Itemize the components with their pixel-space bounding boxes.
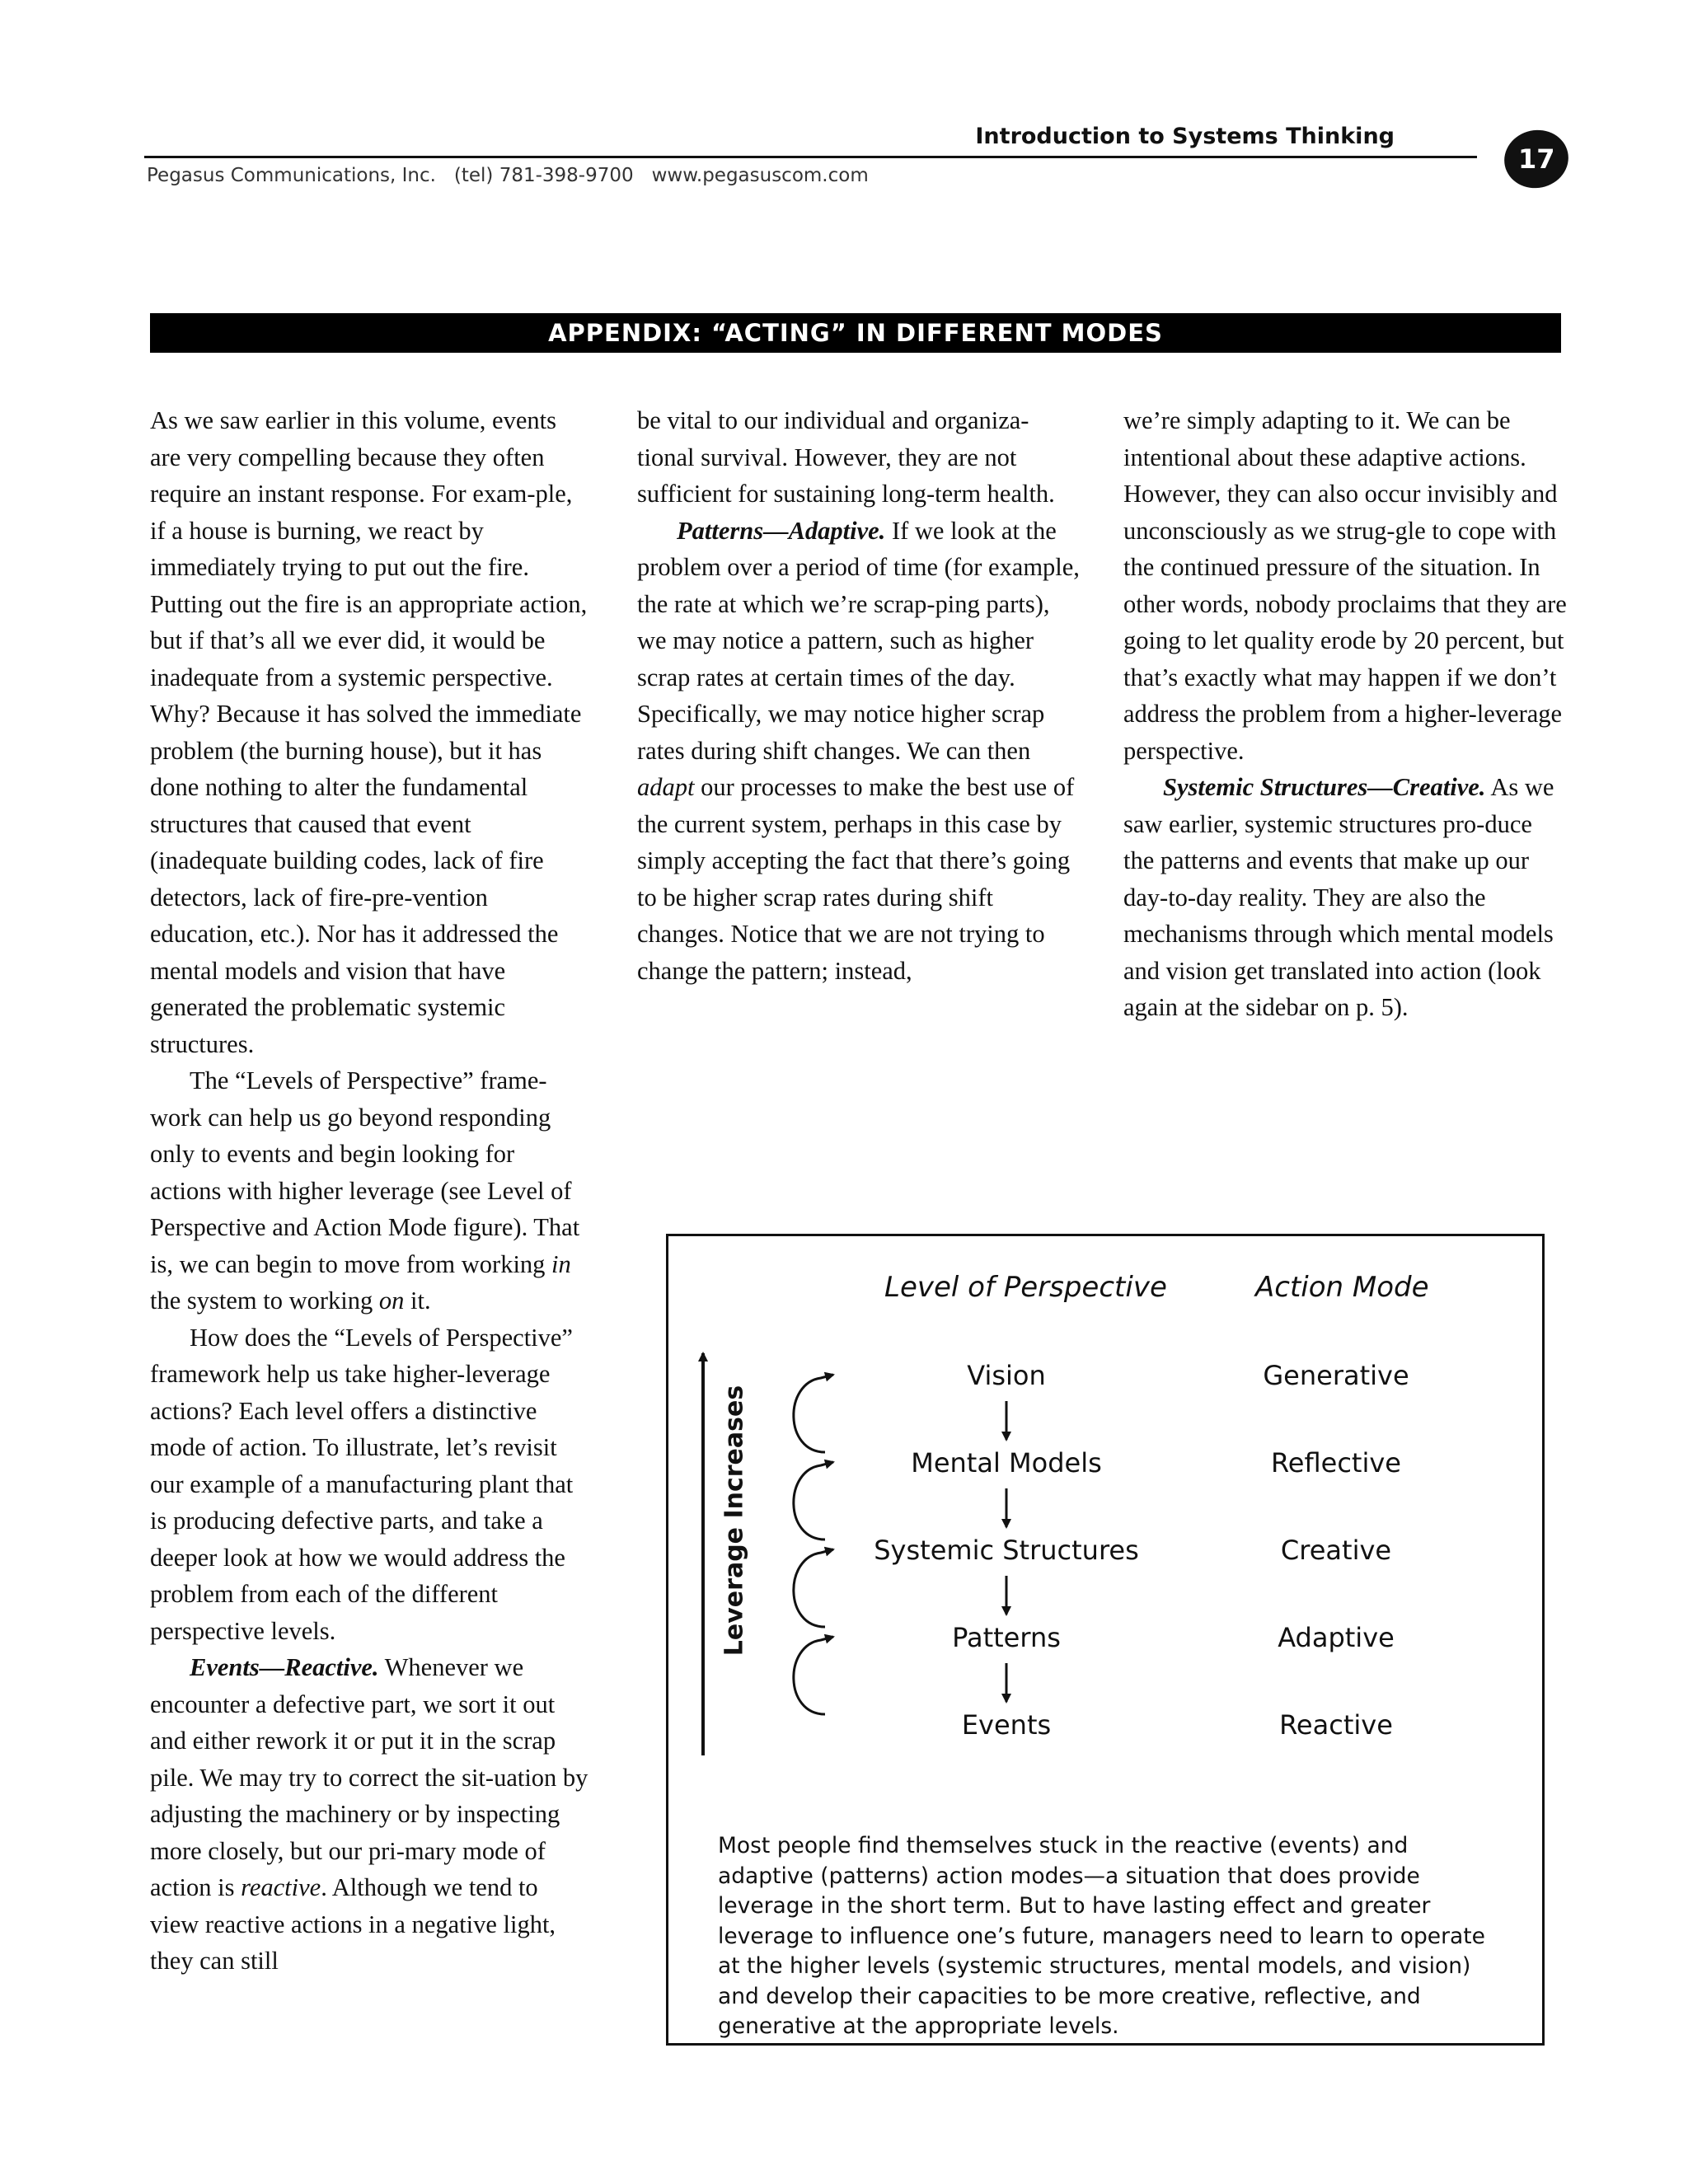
- text-column-3: [1123, 402, 1568, 1026]
- mode-reflective: Reflective: [1271, 1447, 1401, 1479]
- text-run: . Although we tend to view reactive actions in a negative light, they can still: [150, 1873, 556, 1975]
- emphasis: in: [551, 1249, 571, 1278]
- run-in-heading: Patterns—Adaptive.: [677, 516, 886, 545]
- text-run: it.: [404, 1286, 431, 1315]
- running-header-title: Introduction to Systems Thinking: [975, 124, 1395, 149]
- paragraph: [1123, 769, 1568, 1026]
- mode-reactive: Reactive: [1279, 1709, 1393, 1741]
- page-number-badge: [1499, 124, 1574, 194]
- text-column-1: [150, 402, 591, 1980]
- text-run: the system to working: [150, 1286, 379, 1315]
- figure-caption: Most people find themselves stuck in the reactive (events) and adaptive (patterns) action modes—a situation that does provide leverage in the short term. But to have lasting effect and greater leverage to influence one’s future, managers need to learn to operate at the higher levels (systemic structures, mental models, and vision) and develop their capacities to be more creative, reflective, and generative at the appropriate levels.: [718, 1833, 1485, 2039]
- mode-generative: Generative: [1263, 1360, 1409, 1391]
- run-in-heading: Systemic Structures—Creative.: [1163, 773, 1486, 801]
- paragraph: As we saw earlier in this volume, events are very compelling because they often require an instant response. For exam-ple, if a house is burning, we react by immediately trying to put out the fire. Putting out the fire is an appropriate action, but if that’s all we ever did, it would be inadequate from a systemic perspective. Why? Because it has solved the immediate problem (the burning house), but it has done nothing to alter the fundamental structures that caused that event (inadequate building codes, lack of fire detectors, lack of fire-pre-vention education, etc.). Nor has it addressed the mental models and vision that have generated the problematic systemic structures.: [150, 406, 588, 1058]
- figure-arrows: [668, 1236, 1542, 1813]
- appendix-title-bar: [150, 313, 1561, 353]
- emphasis: reactive: [241, 1873, 321, 1901]
- feedback-arrow-1: [794, 1375, 833, 1452]
- text-run: If we look at the problem over a period of time (for example, the rate at which we’re scrap-ping parts), we may notice a pattern, such as higher scrap rates at certain times of the day. Specifically, we may notice higher scrap rates during shift changes. We can then: [637, 516, 1080, 765]
- column-head-mode: Action Mode: [1255, 1271, 1429, 1304]
- text-run: The “Levels of Perspective” frame-work can help us go beyond responding only to events and begin looking for actions with higher leverage (see Level of Perspective and Action Mode figure). That is, we can begin to move from working: [150, 1066, 580, 1278]
- emphasis: adapt: [637, 773, 695, 801]
- text-run: Whenever we encounter a defective part, we sort it out and either rework it or put it in the scrap pile. We may try to correct the sit-uation by adjusting the machinery or by inspecting more closely, but our pri-mary mode of action is: [150, 1653, 588, 1901]
- appendix-title: APPENDIX: “ACTING” IN DIFFERENT MODES: [548, 319, 1163, 347]
- run-in-heading: Events—Reactive.: [190, 1653, 379, 1681]
- feedback-arrow-3: [794, 1549, 833, 1627]
- text-run: As we saw earlier, systemic structures pro-duce the patterns and events that make up our day-to-day reality. They are also the mechanisms through which mental models and vision get translated into action (look again at the sidebar on p. 5).: [1123, 773, 1554, 1021]
- page-number: 17: [1517, 143, 1555, 175]
- paragraph: we’re simply adapting to it. We can be intentional about these adaptive actions. However, they can also occur invisibly and unconsciously as we strug-gle to cope with the continued pressure of the situation. In other words, nobody proclaims that they are going to let quality erode by 20 percent, but that’s exactly what may happen if we don’t address the problem from a higher-leverage perspective.: [1123, 406, 1567, 765]
- text-column-2: [637, 402, 1082, 989]
- paragraph: be vital to our individual and organiza-tional survival. However, they are not sufficient for sustaining long-term health.: [637, 406, 1055, 508]
- publisher-line: Pegasus Communications, Inc. (tel) 781-398-9700 www.pegasuscom.com: [147, 165, 869, 186]
- level-mental-models: Mental Models: [911, 1447, 1102, 1479]
- leverage-axis-label: Leverage Increases: [720, 1385, 749, 1657]
- level-systemic-structures: Systemic Structures: [874, 1535, 1139, 1566]
- paragraph: [150, 1062, 591, 1319]
- feedback-arrow-2: [794, 1462, 833, 1540]
- mode-creative: Creative: [1280, 1535, 1392, 1566]
- mode-adaptive: Adaptive: [1278, 1622, 1395, 1653]
- level-patterns: Patterns: [952, 1622, 1061, 1653]
- header-rule: [144, 156, 1477, 158]
- levels-of-perspective-figure: [666, 1234, 1545, 2046]
- emphasis: on: [378, 1286, 405, 1315]
- column-head-level: Level of Perspective: [884, 1271, 1167, 1304]
- level-events: Events: [961, 1709, 1052, 1741]
- paragraph: How does the “Levels of Perspective” framework help us take higher-leverage actions? Each level offers a distinctive mode of action. To illustrate, let’s revisit our example of a manufacturing plant that is producing defective parts, and take a deeper look at how we would address the problem from each of the different perspective levels.: [150, 1323, 574, 1645]
- paragraph: [637, 513, 1082, 990]
- paragraph: [150, 1649, 591, 1980]
- level-vision: Vision: [967, 1360, 1046, 1391]
- text-run: our processes to make the best use of the current system, perhaps in this case by simply accepting the fact that there’s going to be higher scrap rates during shift changes. Notice that we are not trying to change the pattern; instead,: [637, 773, 1075, 985]
- feedback-arrow-4: [794, 1637, 833, 1714]
